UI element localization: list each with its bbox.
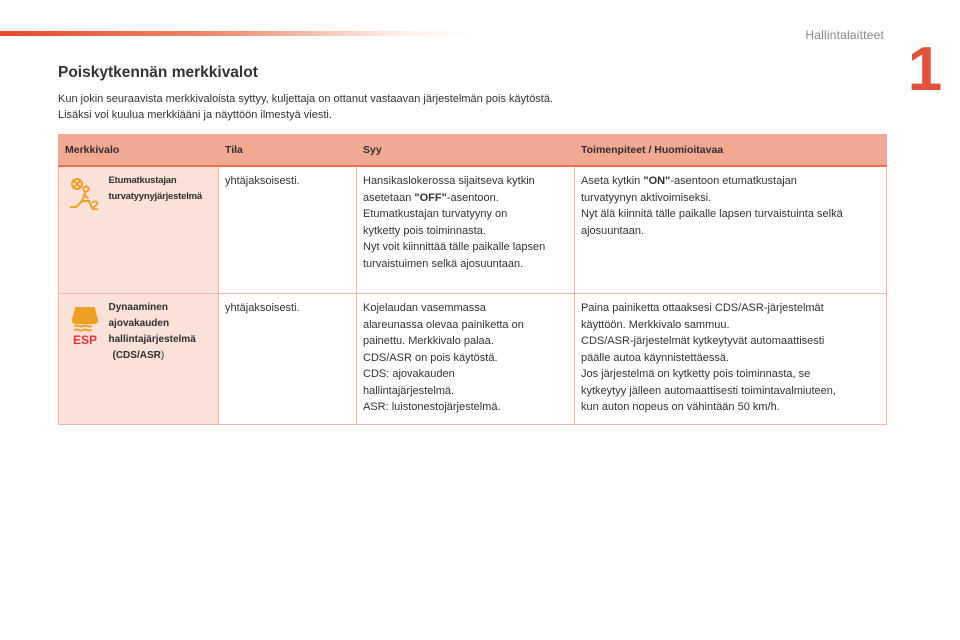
lamp-name-line [109,348,213,364]
lamp-name [105,166,219,294]
action-line: kun auton nopeus on vähintään 50 km/h. [581,401,780,413]
action-line: turvatyynyn aktivoimiseksi. [581,191,712,204]
lamp-name-line: turvatyynyjärjestelmä [108,191,202,202]
table-row [59,166,887,294]
lamp-name-line: hallintajärjestelmä [108,334,196,345]
table-row [59,294,887,425]
switch-on-label: "ON" [643,175,671,187]
cause-line: CDS: ajovakauden [363,368,455,380]
esp-off-icon [67,304,103,346]
intro-line: Kun jokin seuraavista merkkivaloista syttyy, kuljettaja on ottanut vastaavan järjestelmän pois käytöstä. [58,93,554,105]
lamp-name [105,294,219,425]
cause-line: Nyt voit kiinnittää tälle paikalle lapsen [363,241,546,253]
intro-text [58,91,878,123]
state-cell: yhtäjaksoisesti. [219,166,357,294]
page-title: Poiskytkennän merkkivalot [58,64,258,81]
lamp-icon-cell [59,166,105,294]
lamp-icon-cell [59,294,105,425]
state-cell: yhtäjaksoisesti. [219,294,357,425]
action-text: -asentoon etumatkustajan [670,175,797,187]
cause-line [363,190,568,207]
action-line: ajosuuntaan. [581,224,644,237]
cause-line: CDS/ASR on pois käytöstä. [363,351,498,364]
lamp-name-line: Dynaaminen [108,302,168,313]
esp-icon-text: ESP [72,333,98,346]
intro-line: Lisäksi voi kuulua merkkiääni ja näyttöön ilmestyä viesti. [58,109,332,121]
cause-line: Hansikaslokerossa sijaitseva kytkin [363,175,535,187]
action-cell [575,294,887,425]
cause-text: -asentoon. [446,191,499,204]
chapter-number: 1 [907,35,943,104]
cause-line: ASR: luistonestojärjestelmä. [363,401,501,413]
action-line: Paina painiketta ottaaksesi CDS/ASR-järjestelmät [581,302,824,314]
cause-cell [357,294,575,425]
action-line [581,173,880,190]
cause-line: kytketty pois toiminnasta. [363,224,486,237]
cause-line: hallintajärjestelmä. [363,384,455,397]
action-cell [575,166,887,294]
lamp-name-line: ajovakauden [108,318,170,329]
cause-line: painettu. Merkkivalo palaa. [363,335,494,347]
header-accent-bar [0,31,480,36]
cause-line: Etumatkustajan turvatyyny on [363,208,508,220]
lamp-name-line: Etumatkustajan [108,175,177,186]
cause-cell [357,166,575,294]
switch-off-label: "OFF" [414,191,447,204]
svg-text:2: 2 [91,197,99,213]
column-header-action: Toimenpiteet / Huomioitavaa [575,135,887,167]
cause-line: Kojelaudan vasemmassa [363,302,486,314]
cause-text: asetetaan [363,191,415,204]
cause-line: alareunassa olevaa painiketta on [363,318,524,331]
column-header-state: Tila [219,135,357,167]
passenger-airbag-off-icon [67,177,103,213]
action-line: käyttöön. Merkkivalo sammuu. [581,318,730,331]
table-header-row [59,135,887,167]
action-line: CDS/ASR-järjestelmät kytkeytyvät automaattisesti [581,335,825,347]
cause-line: turvaistuimen selkä ajosuuntaan. [363,257,524,270]
action-line: kytkeytyy jälleen automaattisesti toimintavalmiuteen, [581,384,836,397]
section-label: Hallintalaitteet [805,28,884,42]
action-line: päälle autoa käynnistettäessä. [581,351,729,364]
action-line: Nyt älä kiinnitä tälle paikalle lapsen turvaistuinta selkä [581,208,843,220]
column-header-cause: Syy [357,135,575,167]
action-text: Aseta kytkin [581,175,644,187]
action-line: Jos järjestelmä on kytketty pois toiminnasta, se [581,368,811,380]
warning-lamps-table [58,134,887,425]
lamp-name-paren: ) [160,350,165,361]
lamp-name-abbr: (CDS/ASR [112,350,161,361]
column-header-lamp: Merkkivalo [59,135,219,167]
